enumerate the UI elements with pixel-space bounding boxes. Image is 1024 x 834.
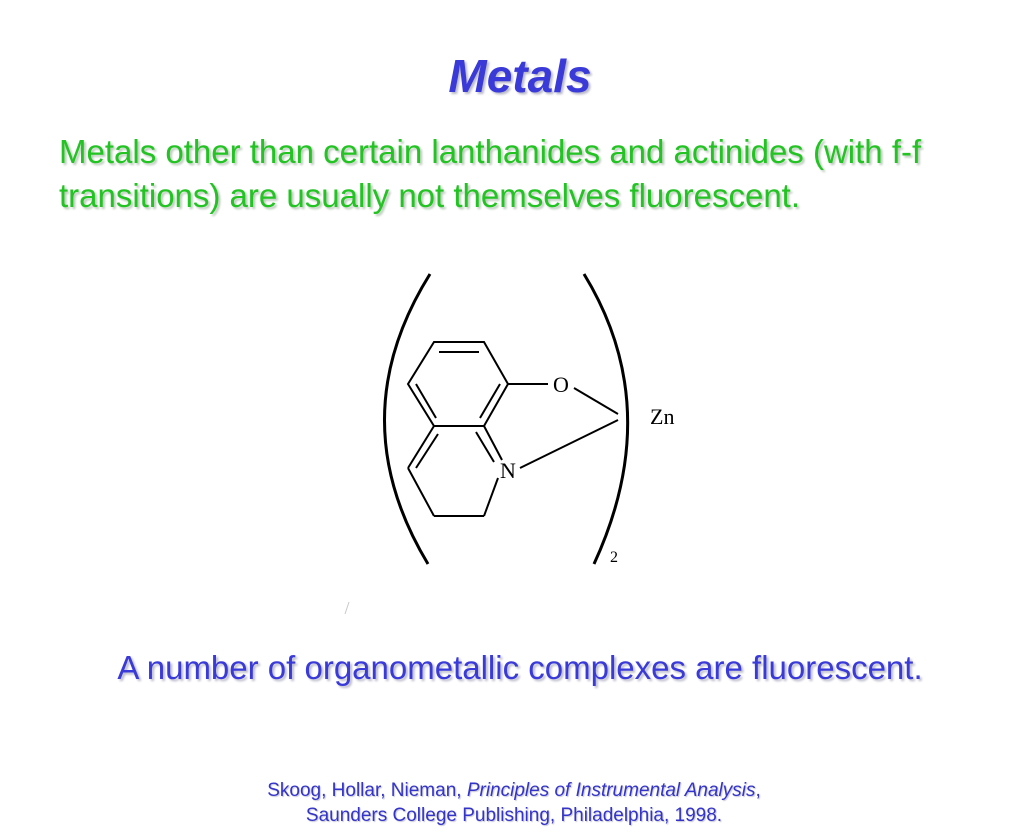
bond	[484, 478, 498, 516]
intro-paragraph: Metals other than certain lanthanides and actinides (with f-f transitions) are usually not themselves fluorescent.	[59, 133, 922, 214]
citation-publisher: Saunders College Publishing, Philadelphia, 1998.	[305, 805, 723, 826]
double-bond	[480, 384, 500, 418]
bond	[408, 468, 434, 516]
benzene-ring	[408, 342, 508, 426]
nitrogen-label: N	[500, 458, 516, 483]
citation-book-title: Principles of Instrumental Analysis	[466, 780, 756, 801]
nitrogen-zinc-bond	[520, 420, 618, 468]
statement-paragraph: A number of organometallic complexes are fluorescent.	[117, 649, 923, 686]
citation-comma: ,	[755, 780, 761, 801]
left-parenthesis	[384, 274, 430, 564]
citation	[0, 778, 1024, 828]
citation-authors: Skoog, Hollar, Nieman,	[267, 780, 467, 801]
stray-mark	[342, 600, 352, 616]
slide-title: Metals	[448, 50, 592, 102]
bond	[484, 426, 502, 460]
oxygen-zinc-bond	[574, 388, 618, 414]
zinc-complex-structure	[360, 268, 700, 568]
double-bond	[476, 432, 494, 462]
zinc-label: Zn	[650, 404, 675, 429]
oxygen-label: O	[553, 372, 569, 397]
subscript-two: 2	[610, 549, 618, 566]
structure-drawing	[360, 268, 700, 568]
right-parenthesis	[584, 274, 628, 564]
